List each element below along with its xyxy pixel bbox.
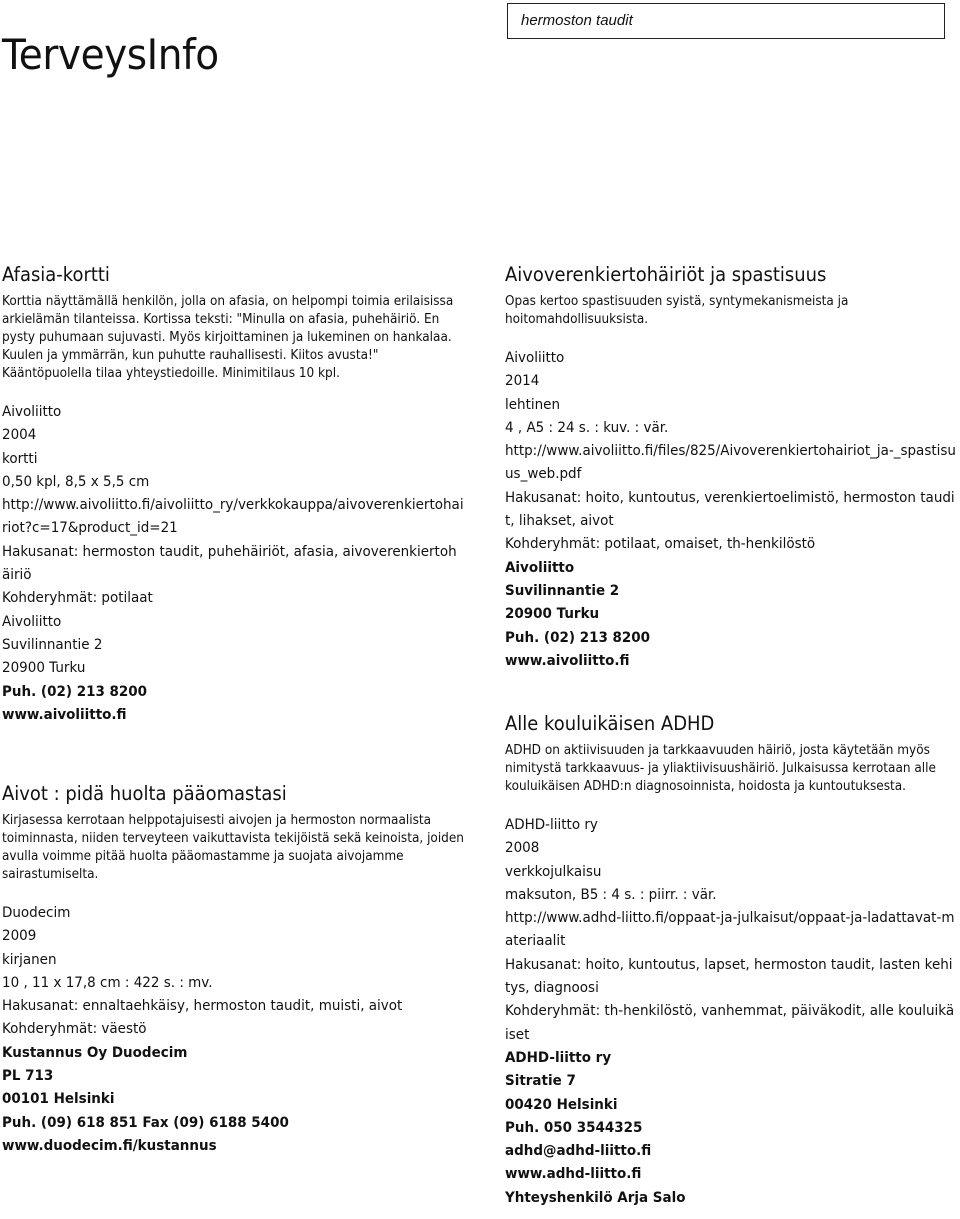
contact-org: ADHD-liitto ry <box>505 1049 612 1066</box>
details: 4 , A5 : 24 s. : kuv. : vär. <box>505 419 669 436</box>
details: 0,50 kpl, 8,5 x 5,5 cm <box>2 473 150 490</box>
article-aivoverenkiertohairiot <box>505 262 960 673</box>
article-title[interactable]: Aivoverenkiertohäiriöt ja spastisuus <box>505 263 827 286</box>
publisher: Aivoliitto <box>505 350 565 366</box>
contact-address: Suvilinnantie 2 <box>2 636 103 653</box>
year: 2004 <box>2 427 37 444</box>
audience: Kohderyhmät: väestö <box>2 1021 147 1038</box>
contact-city: 00101 Helsinki <box>2 1091 115 1108</box>
contact-phone: Puh. (09) 618 851 Fax (09) 6188 5400 <box>2 1114 289 1131</box>
keywords: Hakusanat: hermoston taudit, puhehäiriöt, afasia, aivoverenkiertohäiriö <box>2 543 457 584</box>
keywords: Hakusanat: hoito, kuntoutus, lapset, hermoston taudit, lasten kehitys, diagnoosi <box>505 956 953 997</box>
publication-type: kirjanen <box>2 951 57 968</box>
contact-org: Aivoliitto <box>505 559 575 576</box>
contact-address: PL 713 <box>2 1068 54 1085</box>
publication-type: verkkojulkaisu <box>505 863 602 880</box>
keywords: Hakusanat: hoito, kuntoutus, verenkiertoelimistö, hermoston taudit, lihakset, aivot <box>505 489 955 530</box>
article-description: Opas kertoo spastisuuden syistä, syntymekanismeista ja hoitomahdollisuuksista. <box>505 294 849 327</box>
search-input[interactable]: hermoston taudit <box>507 3 945 39</box>
contact-city: 20900 Turku <box>505 606 600 623</box>
contact-city: 00420 Helsinki <box>505 1096 618 1113</box>
article-title[interactable]: Aivot : pidä huolta pääomastasi <box>2 782 287 805</box>
contact-org: Aivoliitto <box>2 613 62 630</box>
year: 2008 <box>505 840 540 857</box>
publication-type: kortti <box>2 450 38 467</box>
details: 10 , 11 x 17,8 cm : 422 s. : mv. <box>2 974 213 991</box>
audience: Kohderyhmät: potilaat, omaiset, th-henkilöstö <box>505 536 816 553</box>
article-title[interactable]: Alle kouluikäisen ADHD <box>505 712 715 735</box>
year: 2014 <box>505 373 540 390</box>
publisher: Aivoliitto <box>2 404 62 420</box>
contact-email[interactable]: adhd@adhd-liitto.fi <box>505 1143 652 1160</box>
article-description: Kirjasessa kerrotaan helppotajuisesti aivojen ja hermoston normaalista toiminnasta, niiden terveyteen vaikuttavista tekijöistä sekä keinoista, joiden avulla voimme pitää huolta pääomastamme ja suojata aivojamme sairastumiselta. <box>2 813 464 882</box>
article-url[interactable]: http://www.aivoliitto.fi/aivoliitto_ry/verkkokauppa/aivoverenkiertohairiot?c=17&product_id=21 <box>2 497 464 537</box>
contact-phone: Puh. 050 3544325 <box>505 1119 643 1136</box>
article-description: Korttia näyttämällä henkilön, jolla on afasia, on helpompi toimia erilaisissa arkielämän tilanteissa. Kortissa teksti: "Minulla on afasia, puhehäiriö. En pysty puhumaan sujuvasti. Myös kirjoittaminen ja lukeminen on hankalaa. Kuulen ja ymmärrän, kun puhutte rauhallisesti. Kiitos avusta!" Kääntöpuolella tilaa yhteystiedoille. Minimitilaus 10 kpl. <box>2 294 454 381</box>
keywords: Hakusanat: ennaltaehkäisy, hermoston taudit, muisti, aivot <box>2 998 403 1015</box>
contact-address: Sitratie 7 <box>505 1073 576 1090</box>
article-aivot <box>2 781 467 1158</box>
year: 2009 <box>2 928 37 945</box>
contact-address: Suvilinnantie 2 <box>505 582 620 599</box>
publisher: ADHD-liitto ry <box>505 817 598 833</box>
audience: Kohderyhmät: potilaat <box>2 590 153 607</box>
contact-website[interactable]: www.adhd-liitto.fi <box>505 1166 642 1183</box>
contact-website[interactable]: www.duodecim.fi/kustannus <box>2 1137 217 1154</box>
audience: Kohderyhmät: th-henkilöstö, vanhemmat, päiväkodit, alle kouluikäiset <box>505 1003 955 1043</box>
contact-website[interactable]: www.aivoliitto.fi <box>505 652 630 669</box>
publisher: Duodecim <box>2 905 71 921</box>
contact-org: Kustannus Oy Duodecim <box>2 1044 188 1061</box>
article-afasia-kortti <box>2 262 467 727</box>
article-url[interactable]: http://www.adhd-liitto.fi/oppaat-ja-julkaisut/oppaat-ja-ladattavat-materiaalit <box>505 910 955 950</box>
contact-website[interactable]: www.aivoliitto.fi <box>2 706 127 723</box>
site-title: TerveysInfo <box>2 30 219 79</box>
article-description: ADHD on aktiivisuuden ja tarkkaavuuden häiriö, josta käytetään myös nimitystä tarkkaavuus- ja yliaktiivisuushäiriö. Julkaisussa kerrotaan alle kouluikäisen ADHD:n diagnosoinnista, hoidosta ja kuntoutuksesta. <box>505 743 936 794</box>
article-title[interactable]: Afasia-kortti <box>2 263 110 286</box>
article-url[interactable]: http://www.aivoliitto.fi/files/825/Aivoverenkiertohairiot_ja-_spastisuus_web.pdf <box>505 443 956 483</box>
contact-city: 20900 Turku <box>2 660 86 677</box>
publication-type: lehtinen <box>505 396 561 413</box>
contact-phone: Puh. (02) 213 8200 <box>2 683 148 700</box>
article-alle-kouluikaisen-adhd <box>505 711 960 1210</box>
details: maksuton, B5 : 4 s. : piirr. : vär. <box>505 886 717 903</box>
contact-phone: Puh. (02) 213 8200 <box>505 629 651 646</box>
contact-person: Yhteyshenkilö Arja Salo <box>505 1189 686 1206</box>
